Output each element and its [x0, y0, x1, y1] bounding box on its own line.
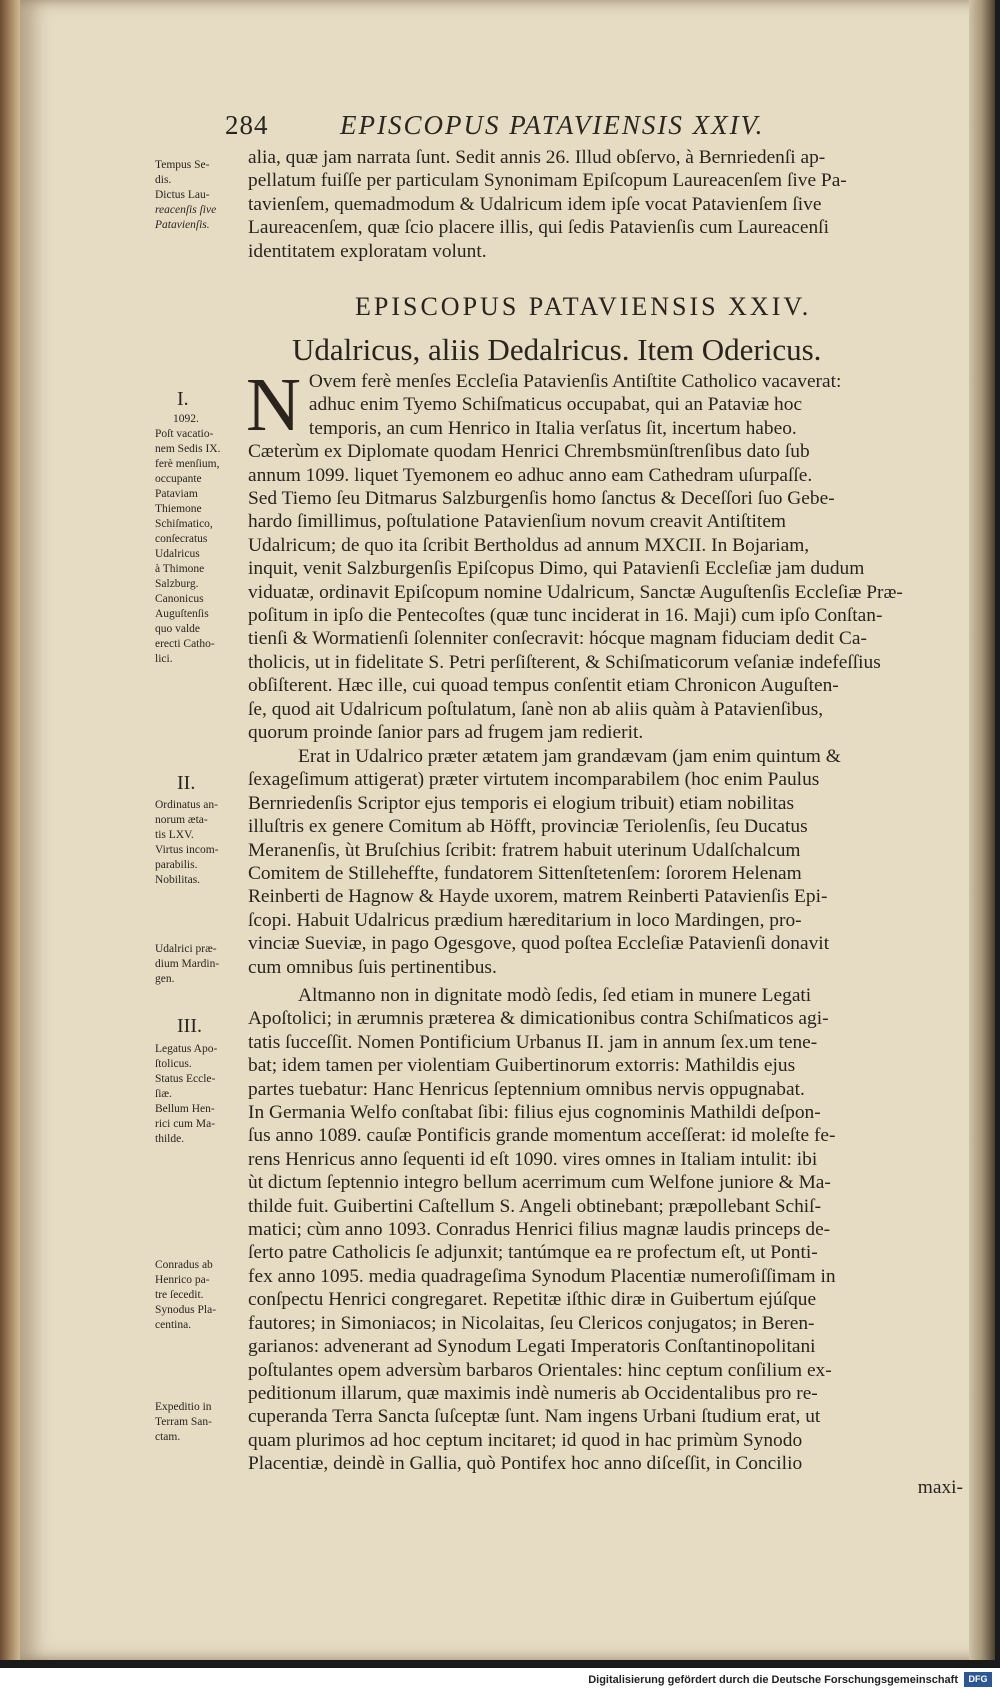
text-line: Comitem de Stilleheffte, fundatorem Sittenſtetenſem: ſororem Helenam: [248, 863, 802, 885]
text-line: tienſi & Wormatienſi ſolenniter conſecravit: hócque magnam fiduciam dedit Ca-: [248, 628, 867, 650]
margin-line: nem Sedis IX.: [155, 443, 221, 455]
marginal-note-tempus: [155, 158, 245, 233]
margin-line: Terram San-: [155, 1416, 212, 1428]
text-line: ſus anno 1089. cauſæ Pontificis grande momentum acceſſerat: id moleſte fe-: [248, 1125, 836, 1147]
book-spine: [0, 0, 22, 1660]
margin-line: Schiſmatico,: [155, 518, 213, 530]
marginal-note-4: [155, 1042, 245, 1147]
margin-line: Udalricus: [155, 548, 200, 560]
page-edge: [969, 0, 995, 1660]
margin-line: Status Eccle-: [155, 1073, 216, 1085]
margin-line: Legatus Apo-: [155, 1043, 218, 1055]
text-line: ſe, quod ait Udalricum poſtulatum, ſanè non ab aliis quàm à Patavienſibus,: [248, 698, 824, 720]
margin-line: ſiæ.: [155, 1088, 172, 1100]
section-1-body: [246, 363, 963, 745]
text-line: illuſtris ex genere Comitum ab Höfft, provinciæ Teriolenſis, ſeu Ducatus: [248, 816, 808, 838]
section-numeral-2: II.: [177, 772, 196, 794]
margin-line: à Thimone: [155, 563, 205, 575]
text-line: poſtulantes opem adversùm barbaros Orientales: hinc ceptum conſilium ex-: [248, 1359, 832, 1381]
margin-line: Dictus Lau-: [155, 189, 210, 201]
text-line: cuperanda Terra Sancta ſuſceptæ ſunt. Nam ingens Urbani ſtudium erat, ut: [248, 1406, 821, 1428]
margin-line: Salzburg.: [155, 578, 199, 590]
margin-line: quo valde: [155, 623, 201, 635]
margin-line: dium Mardin-: [155, 958, 220, 970]
text-line: Placentiæ, deindè in Gallia, quò Pontifex hoc anno diſceſſit, in Concilio: [248, 1453, 803, 1475]
text-line: identitatem exploratam volunt.: [248, 240, 487, 262]
page-number: 284: [225, 110, 269, 140]
text-line: garianos: advenerant ad Synodum Legati Imperatoris Conſtantinopolitani: [248, 1336, 816, 1358]
margin-line: thilde.: [155, 1133, 185, 1145]
margin-line: tre ſecedit.: [155, 1289, 204, 1301]
marginal-note-3: [155, 942, 245, 987]
margin-line: Henrico pa-: [155, 1274, 210, 1286]
section-numeral-3: III.: [177, 1015, 202, 1037]
section-2-body: [248, 745, 963, 979]
text-line: Reinberti de Hagnow & Hayde uxorem, matrem Reinberti Patavienſis Epi-: [248, 886, 828, 908]
text-line: bat; idem tamen per violentiam Guibertinorum extorris: Mathildis ejus: [248, 1055, 796, 1077]
margin-line: lici.: [155, 653, 173, 665]
text-line: ſerto patre Catholicis ſe adjunxit; tantúmque ea re profectum eſt, ut Ponti-: [248, 1242, 818, 1264]
text-line: ùt dictum ſeptennio integro bellum acerrimum cum Welfone juniore & Ma-: [248, 1172, 831, 1194]
margin-line: occupante: [155, 473, 202, 485]
text-line: fex anno 1095. media quadrageſima Synodum Placentiæ numeroſiſſimam in: [248, 1265, 836, 1287]
text-line: vinciæ Sueviæ, in pago Ogesgove, quod poſtea Eccleſiæ Patavienſi donavit: [248, 933, 830, 955]
margin-line: erecti Catho-: [155, 638, 215, 650]
margin-line: Virtus incom-: [155, 844, 219, 856]
margin-line: Auguſtenſis: [155, 608, 209, 620]
margin-line: Synodus Pla-: [155, 1304, 217, 1316]
text-line: thilde fuit. Guibertini Caſtellum S. Angeli obtinebant; præpollebant Schiſ-: [248, 1195, 822, 1217]
text-line: quorum proinde ſanior pars ad frugem jam redierit.: [248, 722, 644, 744]
margin-line: Udalrici præ-: [155, 943, 217, 955]
margin-line: Tempus Se-: [155, 159, 210, 171]
text-line: Udalricum; de quo ita ſcribit Bertholdus ad annum MXCII. In Bojariam,: [248, 534, 810, 556]
text-line: ſcopi. Habuit Udalricus prædium hæreditarium in loco Mardingen, pro-: [248, 909, 802, 931]
text-line: tholicis, ut in fidelitate S. Petri perſiſterent, & Schiſmaticorum veſaniæ indefeſſius: [248, 651, 881, 673]
margin-line: Ordinatus an-: [155, 799, 218, 811]
marginal-note-5: [155, 1258, 245, 1333]
text-line: pellatum fuiſſe per particulam Synonimam Epiſcopum Laureacenſem ſive Pa-: [248, 170, 847, 192]
text-line: temporis, an cum Henrico in Italia verſatus ſit, incertum habeo.: [308, 417, 797, 439]
text-line: Altmanno non in dignitate modò ſedis, ſed etiam in munere Legati: [298, 985, 812, 1006]
text-line: inquit, venit Salzburgenſis Epiſcopus Dimo, qui Patavienſi Eccleſiæ jam dudum: [248, 558, 865, 580]
margin-line: tis LXV.: [155, 829, 194, 841]
text-line: Meranenſis, ùt Bruſchius ſcribit: fratrem habuit uterinum Udalſchalcum: [248, 839, 801, 861]
text-line: Sed Tiemo ſeu Ditmarus Salzburgenſis homo ſanctus & Deceſſori ſuo Gebe-: [248, 488, 835, 510]
margin-line: Bellum Hen-: [155, 1103, 215, 1115]
text-line: Apoſtolici; in ærumnis præterea & dimicationibus contra Schiſmaticos agi-: [248, 1008, 829, 1030]
text-line: Bernriedenſis Scriptor ejus temporis ei elogium tribuit) etiam nobilitas: [248, 792, 795, 814]
margin-line: ctam.: [155, 1431, 181, 1443]
margin-line: parabilis.: [155, 859, 198, 871]
margin-line: Nobilitas.: [155, 874, 201, 886]
section-3-body: [248, 984, 963, 1499]
section-subheading: Udalricus, aliis Dedalricus. Item Odericus.: [292, 332, 822, 367]
text-line: Laureacenſem, quæ ſcio placere illis, qui ſedis Patavienſis cum Laureacenſi: [248, 217, 829, 239]
margin-line: ſtolicus.: [155, 1058, 192, 1070]
text-line: Erat in Udalrico præter ætatem jam grandævam (jam enim quintum &: [298, 746, 841, 767]
margin-line: Patavienſis.: [155, 219, 210, 231]
margin-line: Conradus ab: [155, 1259, 213, 1271]
text-line: tatis ſucceſſit. Nomen Pontificium Urbanus II. jam in annum ſex.um tene-: [248, 1031, 818, 1053]
margin-line: reacenſis ſive: [155, 204, 217, 216]
text-line: tavienſem, quemadmodum & Udalricum idem ipſe vocat Patavienſem ſive: [248, 193, 822, 215]
dfg-logo: DFG: [964, 1672, 992, 1687]
drop-cap: N: [246, 363, 301, 447]
text-line: Cæterùm ex Diplomate quodam Henrici Chrembsmünſtrenſibus dato ſub: [248, 441, 810, 463]
text-line: Ovem ferè menſes Eccleſia Patavienſis Antiſtite Catholico vacaverat:: [308, 371, 842, 392]
section-numeral-1: I.: [177, 388, 189, 410]
text-line: peditionum illarum, quæ maximis indè numeris ab Occidentalibus pro re-: [248, 1382, 818, 1404]
text-line: hardo ſimillimus, poſtulatione Patavienſium novum creavit Antiſtitem: [248, 511, 787, 533]
catchword: maxi-: [917, 1476, 963, 1498]
margin-line: Canonicus: [155, 593, 204, 605]
text-line: cum omnibus ſuis pertinentibus.: [248, 956, 497, 978]
funding-credit: Digitalisierung gefördert durch die Deutsche Forschungsgemeinschaft: [588, 1674, 958, 1686]
digitization-footer: [0, 1668, 1000, 1694]
margin-line: centina.: [155, 1319, 192, 1331]
margin-line: Expeditio in: [155, 1401, 212, 1413]
margin-line: 1092.: [173, 413, 199, 425]
text-line: annum 1099. liquet Tyemonem eo adhuc anno eam Cathedram uſurpaſſe.: [248, 464, 813, 486]
margin-line: ferè menſium,: [155, 458, 220, 470]
marginal-note-1: [155, 412, 245, 667]
margin-line: Poſt vacatio-: [155, 428, 214, 440]
margin-line: conſecratus: [155, 533, 208, 545]
section-heading: EPISCOPUS PATAVIENSIS XXIV.: [355, 292, 812, 321]
text-line: fautores; in Simoniacos; in Nicolaitas, ſeu Clericos conjugatos; in Beren-: [248, 1312, 815, 1334]
text-line: quam plurimos ad hoc ceptum incitaret; id quod in hac primùm Synodo: [248, 1429, 803, 1451]
text-line: obſiſterent. Hæc ille, cui quoad tempus conſentit etiam Chronicon Auguſten-: [248, 675, 839, 697]
marginal-note-6: [155, 1400, 245, 1445]
text-line: In Germania Welfo conſtabat ſibi: filius ejus cognominis Mathildi deſpon-: [248, 1102, 821, 1124]
margin-line: dis.: [155, 174, 172, 186]
text-line: rens Henricus anno ſequenti id eſt 1090. vires omnes in Italiam intulit: ibi: [248, 1148, 818, 1170]
text-line: conſpectu Henrici congregaret. Repetitæ iſthic diræ in Guibertum ejúſque: [248, 1289, 817, 1311]
text-line: poſitum in ipſo die Pentecoſtes (quæ tunc inciderat in 16. Maji) cum ipſo Conſtan-: [248, 605, 883, 627]
text-line: viduatæ, ordinavit Epiſcopum nomine Udalricum, Sanctæ Auguſtenſis Eccleſiæ Præ-: [248, 581, 903, 603]
margin-line: Pataviam: [155, 488, 198, 500]
scanned-page: [20, 0, 995, 1660]
running-title: EPISCOPUS PATAVIENSIS XXIV.: [340, 110, 765, 140]
margin-line: rici cum Ma-: [155, 1118, 216, 1130]
text-line: adhuc enim Tyemo Schiſmaticus occupabat, qui an Pataviæ hoc: [308, 394, 803, 416]
margin-line: Thiemone: [155, 503, 202, 515]
text-line: partes tuebatur: Hanc Henricus ſeptennium omnibus nervis oppugnabat.: [248, 1078, 805, 1100]
margin-line: gen.: [155, 973, 175, 985]
page-header: [225, 110, 965, 144]
text-line: matici; cùm anno 1093. Conradus Henrici filius magnæ laudis princeps de-: [248, 1219, 831, 1241]
margin-line: norum æta-: [155, 814, 208, 826]
text-line: alia, quæ jam narrata ſunt. Sedit annis 26. Illud obſervo, à Bernriedenſi ap-: [248, 147, 826, 168]
intro-paragraph: [248, 146, 963, 263]
marginal-note-2: [155, 798, 245, 888]
text-line: ſexageſimum attigerat) præter virtutem incomparabilem (hoc enim Paulus: [248, 769, 820, 791]
